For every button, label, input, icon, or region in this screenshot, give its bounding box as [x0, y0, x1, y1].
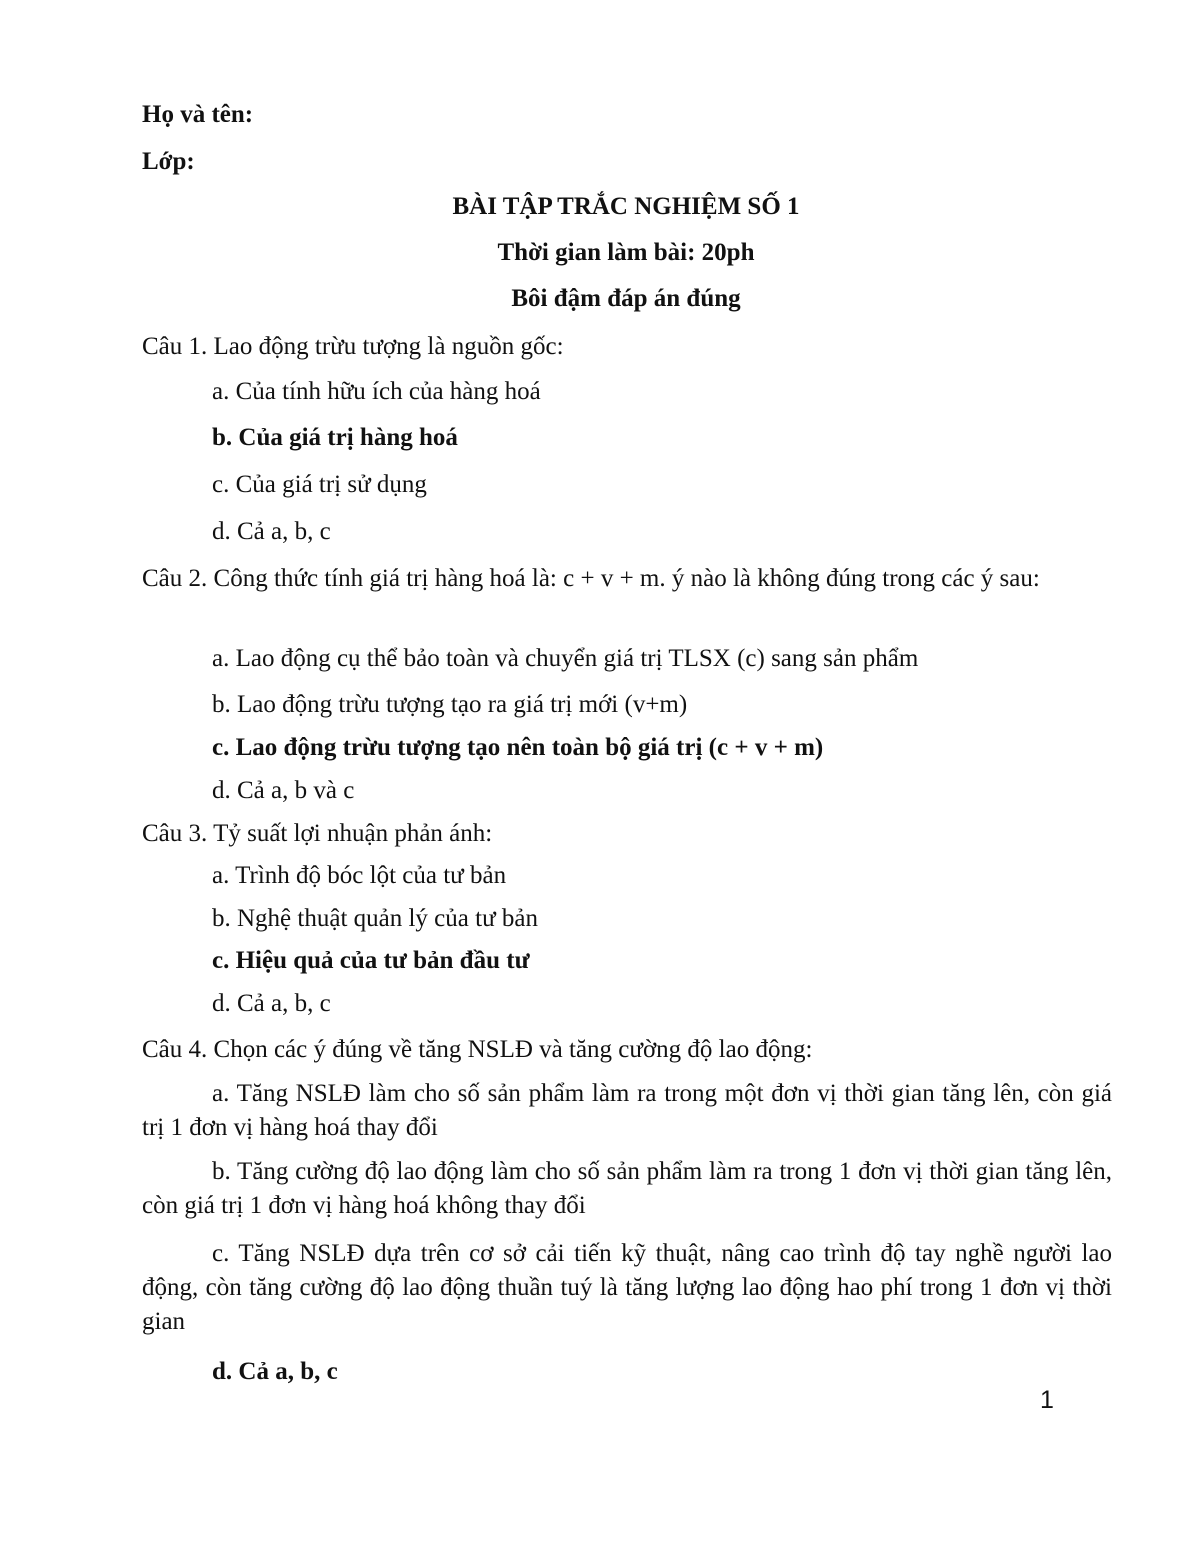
question-3-option-d: d. Cả a, b, c	[212, 990, 331, 1017]
class-label: Lớp:	[142, 148, 195, 175]
question-4-option-d: d. Cả a, b, c	[212, 1358, 338, 1385]
question-3-option-b: b. Nghệ thuật quản lý của tư bản	[212, 905, 538, 932]
question-4-text: Câu 4. Chọn các ý đúng về tăng NSLĐ và tăng cường độ lao động:	[142, 1036, 813, 1063]
question-1-option-b: b. Của giá trị hàng hoá	[212, 424, 458, 451]
question-2-option-b: b. Lao động trừu tượng tạo ra giá trị mới (v+m)	[212, 691, 688, 718]
question-2-option-d: d. Cả a, b và c	[212, 777, 355, 804]
question-1-option-a: a. Của tính hữu ích của hàng hoá	[212, 378, 541, 405]
question-1-option-d: d. Cả a, b, c	[212, 518, 331, 545]
question-3-option-a: a. Trình độ bóc lột của tư bản	[212, 862, 507, 889]
time-limit: Thời gian làm bài: 20ph	[497, 239, 755, 266]
question-1-text: Câu 1. Lao động trừu tượng là nguồn gốc:	[142, 333, 564, 360]
question-4-option-b: b. Tăng cường độ lao động làm cho số sản phẩm làm ra trong 1 đơn vị thời gian tăng lên, còn giá trị 1 đơn vị hàng hoá không thay đổi	[142, 1158, 1112, 1219]
question-1-option-c: c. Của giá trị sử dụng	[212, 471, 427, 498]
page-title: BÀI TẬP TRẮC NGHIỆM SỐ 1	[452, 193, 800, 220]
question-2-option-c: c. Lao động trừu tượng tạo nên toàn bộ giá trị (c + v + m)	[212, 734, 824, 761]
name-label: Họ và tên:	[142, 101, 254, 128]
question-4-option-a: a. Tăng NSLĐ làm cho số sản phẩm làm ra trong một đơn vị thời gian tăng lên, còn giá trị 1 đơn vị hàng hoá thay đổi	[142, 1080, 1112, 1141]
question-2-option-a: a. Lao động cụ thể bảo toàn và chuyển giá trị TLSX (c) sang sản phẩm	[212, 645, 919, 672]
question-3-text: Câu 3. Tỷ suất lợi nhuận phản ánh:	[142, 820, 493, 847]
instruction: Bôi đậm đáp án đúng	[511, 285, 741, 312]
question-2-text: Câu 2. Công thức tính giá trị hàng hoá là: c + v + m. ý nào là không đúng trong các ý sau:	[142, 565, 1040, 592]
question-3-option-c: c. Hiệu quả của tư bản đầu tư	[212, 947, 530, 974]
page-number: 1	[1040, 1386, 1054, 1414]
question-4-option-c: c. Tăng NSLĐ dựa trên cơ sở cải tiến kỹ thuật, nâng cao trình độ tay nghề người lao động, còn tăng cường độ lao động thuần tuý là tăng lượng lao động hao phí trong 1 đơn vị thời gian	[142, 1240, 1112, 1335]
